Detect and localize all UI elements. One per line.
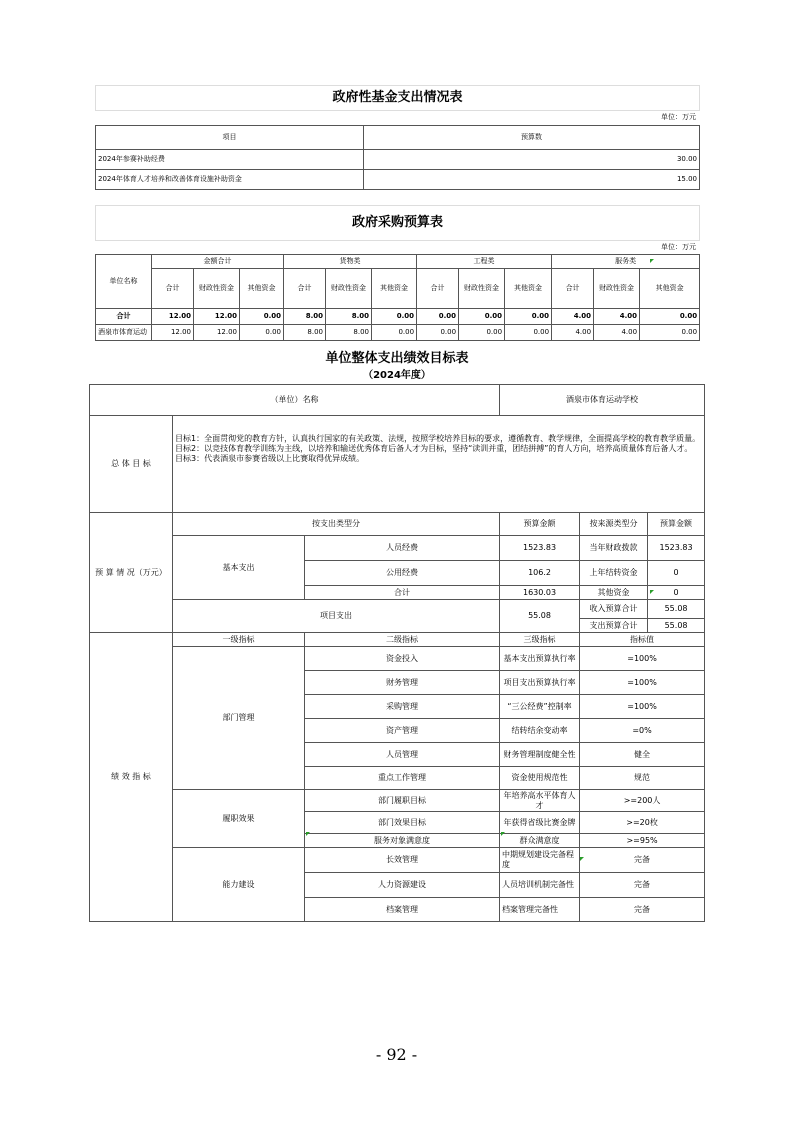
income-total-amount: 55.08 [648,600,705,619]
budget-header-amount: 预算金额 [500,513,580,536]
basic-row-source: 其他资金 [580,586,648,600]
level2-indicator: 资金投入 [305,647,500,671]
procurement-group-works: 工程类 [417,255,552,269]
level3-indicator: 中期规划建设完备程度 [500,848,580,873]
indicator-value: 规范 [580,767,705,790]
budget-header-source: 按来源类型分 [580,513,648,536]
goal-text: 目标1：全面贯彻党的教育方针，认真执行国家的有关政策、法规，按照学校培养目标的要求，遵循教育、教学规律，全面提高学校的教育教学质量。 目标2：以竞技体育教学训练为主线，以培养和输送优秀体育后备人才为目标，坚持“读训并重，团结拼搏”的育人方向，培养高质量体育后备人才。 目标3：代表酒泉市参赛省级以上比赛取得优异成绩。 [173,416,705,513]
basic-row-name: 公用经费 [305,561,500,586]
indicator-value: =0% [580,719,705,743]
basic-row-source-amount: 0 [648,561,705,586]
basic-row-amount: 1523.83 [500,536,580,561]
procurement-cell: 0.00 [417,325,459,341]
sub-fiscal: 财政性资金 [326,269,372,309]
level3-indicator: 年培养高水平体育人才 [500,790,580,812]
level3-indicator: 群众满意度 [500,834,580,848]
level3-indicator: 结转结余变动率 [500,719,580,743]
level1-indicator: 能力建设 [173,848,305,922]
unit-name-label: （单位）名称 [90,385,500,416]
procurement-row-name: 合计 [96,309,152,325]
sub-total: 合计 [417,269,459,309]
procurement-cell: 4.00 [594,309,640,325]
indicator-value: 完备 [580,848,705,873]
fund-table-unit: 单位：万元 [661,113,696,121]
indicator-value: 健全 [580,743,705,767]
procurement-header-unit: 单位名称 [96,255,152,309]
sub-other: 其他资金 [505,269,552,309]
sub-total: 合计 [284,269,326,309]
basic-expense-label: 基本支出 [173,536,305,600]
indicator-value: 完备 [580,873,705,898]
indicator-value: >=95% [580,834,705,848]
sub-total: 合计 [552,269,594,309]
procurement-row-name: 酒泉市体育运动 [96,325,152,341]
level3-indicator: 项目支出预算执行率 [500,671,580,695]
level3-indicator: 档案管理完备性 [500,898,580,922]
basic-row-amount: 106.2 [500,561,580,586]
level3-indicator: 人员培训机制完备性 [500,873,580,898]
level3-indicator: 年获得省级比赛金牌 [500,812,580,834]
level1-indicator: 履职效果 [173,790,305,848]
project-expense-amount: 55.08 [500,600,580,633]
level3-indicator: 财务管理制度健全性 [500,743,580,767]
procurement-cell: 8.00 [284,325,326,341]
level2-indicator: 采购管理 [305,695,500,719]
procurement-group-services: 服务类 [552,255,700,269]
procurement-cell: 0.00 [459,309,505,325]
perf-header-l3: 三级指标 [500,633,580,647]
perf-header-l1: 一级指标 [173,633,305,647]
perf-table-title: 单位整体支出绩效目标表 [325,351,469,366]
procurement-cell: 0.00 [505,325,552,341]
level2-indicator: 人力资源建设 [305,873,500,898]
comment-marker [306,832,310,836]
comment-marker [650,259,654,263]
procurement-group-total: 金额合计 [152,255,284,269]
unit-name-value: 酒泉市体育运动学校 [500,385,705,416]
fund-table [95,125,700,190]
perf-header-value: 指标值 [580,633,705,647]
procurement-table [95,254,700,341]
budget-header-type: 按支出类型分 [173,513,500,536]
level2-indicator: 部门效果目标 [305,812,500,834]
procurement-cell: 8.00 [326,325,372,341]
fund-row-amount: 15.00 [364,170,700,190]
expense-total-label: 支出预算合计 [580,619,648,633]
perf-indicator-label: 绩 效 指 标 [90,633,173,922]
level2-indicator: 资产管理 [305,719,500,743]
sub-total: 合计 [152,269,194,309]
project-expense-label: 项目支出 [173,600,500,633]
sub-other: 其他资金 [240,269,284,309]
fund-row-item: 2024年参赛补助经费 [96,150,364,170]
perf-table-subtitle: （2024年度） [363,370,431,381]
expense-total-amount: 55.08 [648,619,705,633]
level3-indicator: “三公经费”控制率 [500,695,580,719]
procurement-cell: 0.00 [240,325,284,341]
procurement-cell: 0.00 [505,309,552,325]
page-number: - 92 - [375,1045,418,1064]
budget-header-source-amount: 预算金额 [648,513,705,536]
indicator-value: >=200人 [580,790,705,812]
procurement-cell: 0.00 [372,309,417,325]
basic-row-source-amount: 0 [648,586,705,600]
comment-marker [501,832,505,836]
level2-indicator: 财务管理 [305,671,500,695]
basic-row-source-amount: 1523.83 [648,536,705,561]
indicator-value: 完备 [580,898,705,922]
procurement-cell: 0.00 [372,325,417,341]
procurement-group-goods: 货物类 [284,255,417,269]
procurement-cell: 12.00 [152,309,194,325]
procurement-cell: 4.00 [552,309,594,325]
procurement-cell: 0.00 [240,309,284,325]
level3-indicator: 基本支出预算执行率 [500,647,580,671]
indicator-value: =100% [580,647,705,671]
comment-marker [580,857,584,861]
level1-indicator: 部门管理 [173,647,305,790]
procurement-table-unit: 单位：万元 [661,243,696,251]
procurement-cell: 8.00 [326,309,372,325]
level2-indicator: 重点工作管理 [305,767,500,790]
procurement-cell: 4.00 [594,325,640,341]
fund-row-item: 2024年体育人才培养和改善体育设施补助资金 [96,170,364,190]
fund-table-title: 政府性基金支出情况表 [95,85,700,111]
procurement-cell: 0.00 [459,325,505,341]
procurement-cell: 12.00 [152,325,194,341]
fund-header-item: 项目 [96,126,364,150]
goal-label: 总 体 目 标 [90,416,173,513]
procurement-cell: 0.00 [640,325,700,341]
level2-indicator: 档案管理 [305,898,500,922]
basic-row-source: 当年财政拨款 [580,536,648,561]
indicator-value: =100% [580,671,705,695]
procurement-table-title: 政府采购预算表 [95,205,700,241]
fund-header-amount: 预算数 [364,126,700,150]
income-total-label: 收入预算合计 [580,600,648,619]
basic-row-name: 人员经费 [305,536,500,561]
procurement-cell: 12.00 [194,325,240,341]
budget-label: 预 算 情 况（万元） [90,513,173,633]
perf-table [89,384,705,922]
level2-indicator: 人员管理 [305,743,500,767]
basic-row-amount: 1630.03 [500,586,580,600]
fund-row-amount: 30.00 [364,150,700,170]
basic-row-source: 上年结转资金 [580,561,648,586]
sub-fiscal: 财政性资金 [594,269,640,309]
procurement-cell: 0.00 [640,309,700,325]
level2-indicator: 长效管理 [305,848,500,873]
level2-indicator: 部门履职目标 [305,790,500,812]
procurement-cell: 4.00 [552,325,594,341]
procurement-cell: 8.00 [284,309,326,325]
comment-marker [650,590,654,594]
sub-other: 其他资金 [640,269,700,309]
procurement-cell: 0.00 [417,309,459,325]
sub-fiscal: 财政性资金 [194,269,240,309]
basic-row-name: 合计 [305,586,500,600]
sub-fiscal: 财政性资金 [459,269,505,309]
perf-header-l2: 二级指标 [305,633,500,647]
level2-indicator: 服务对象满意度 [305,834,500,848]
procurement-cell: 12.00 [194,309,240,325]
indicator-value: >=20枚 [580,812,705,834]
sub-other: 其他资金 [372,269,417,309]
level3-indicator: 资金使用规范性 [500,767,580,790]
indicator-value: =100% [580,695,705,719]
